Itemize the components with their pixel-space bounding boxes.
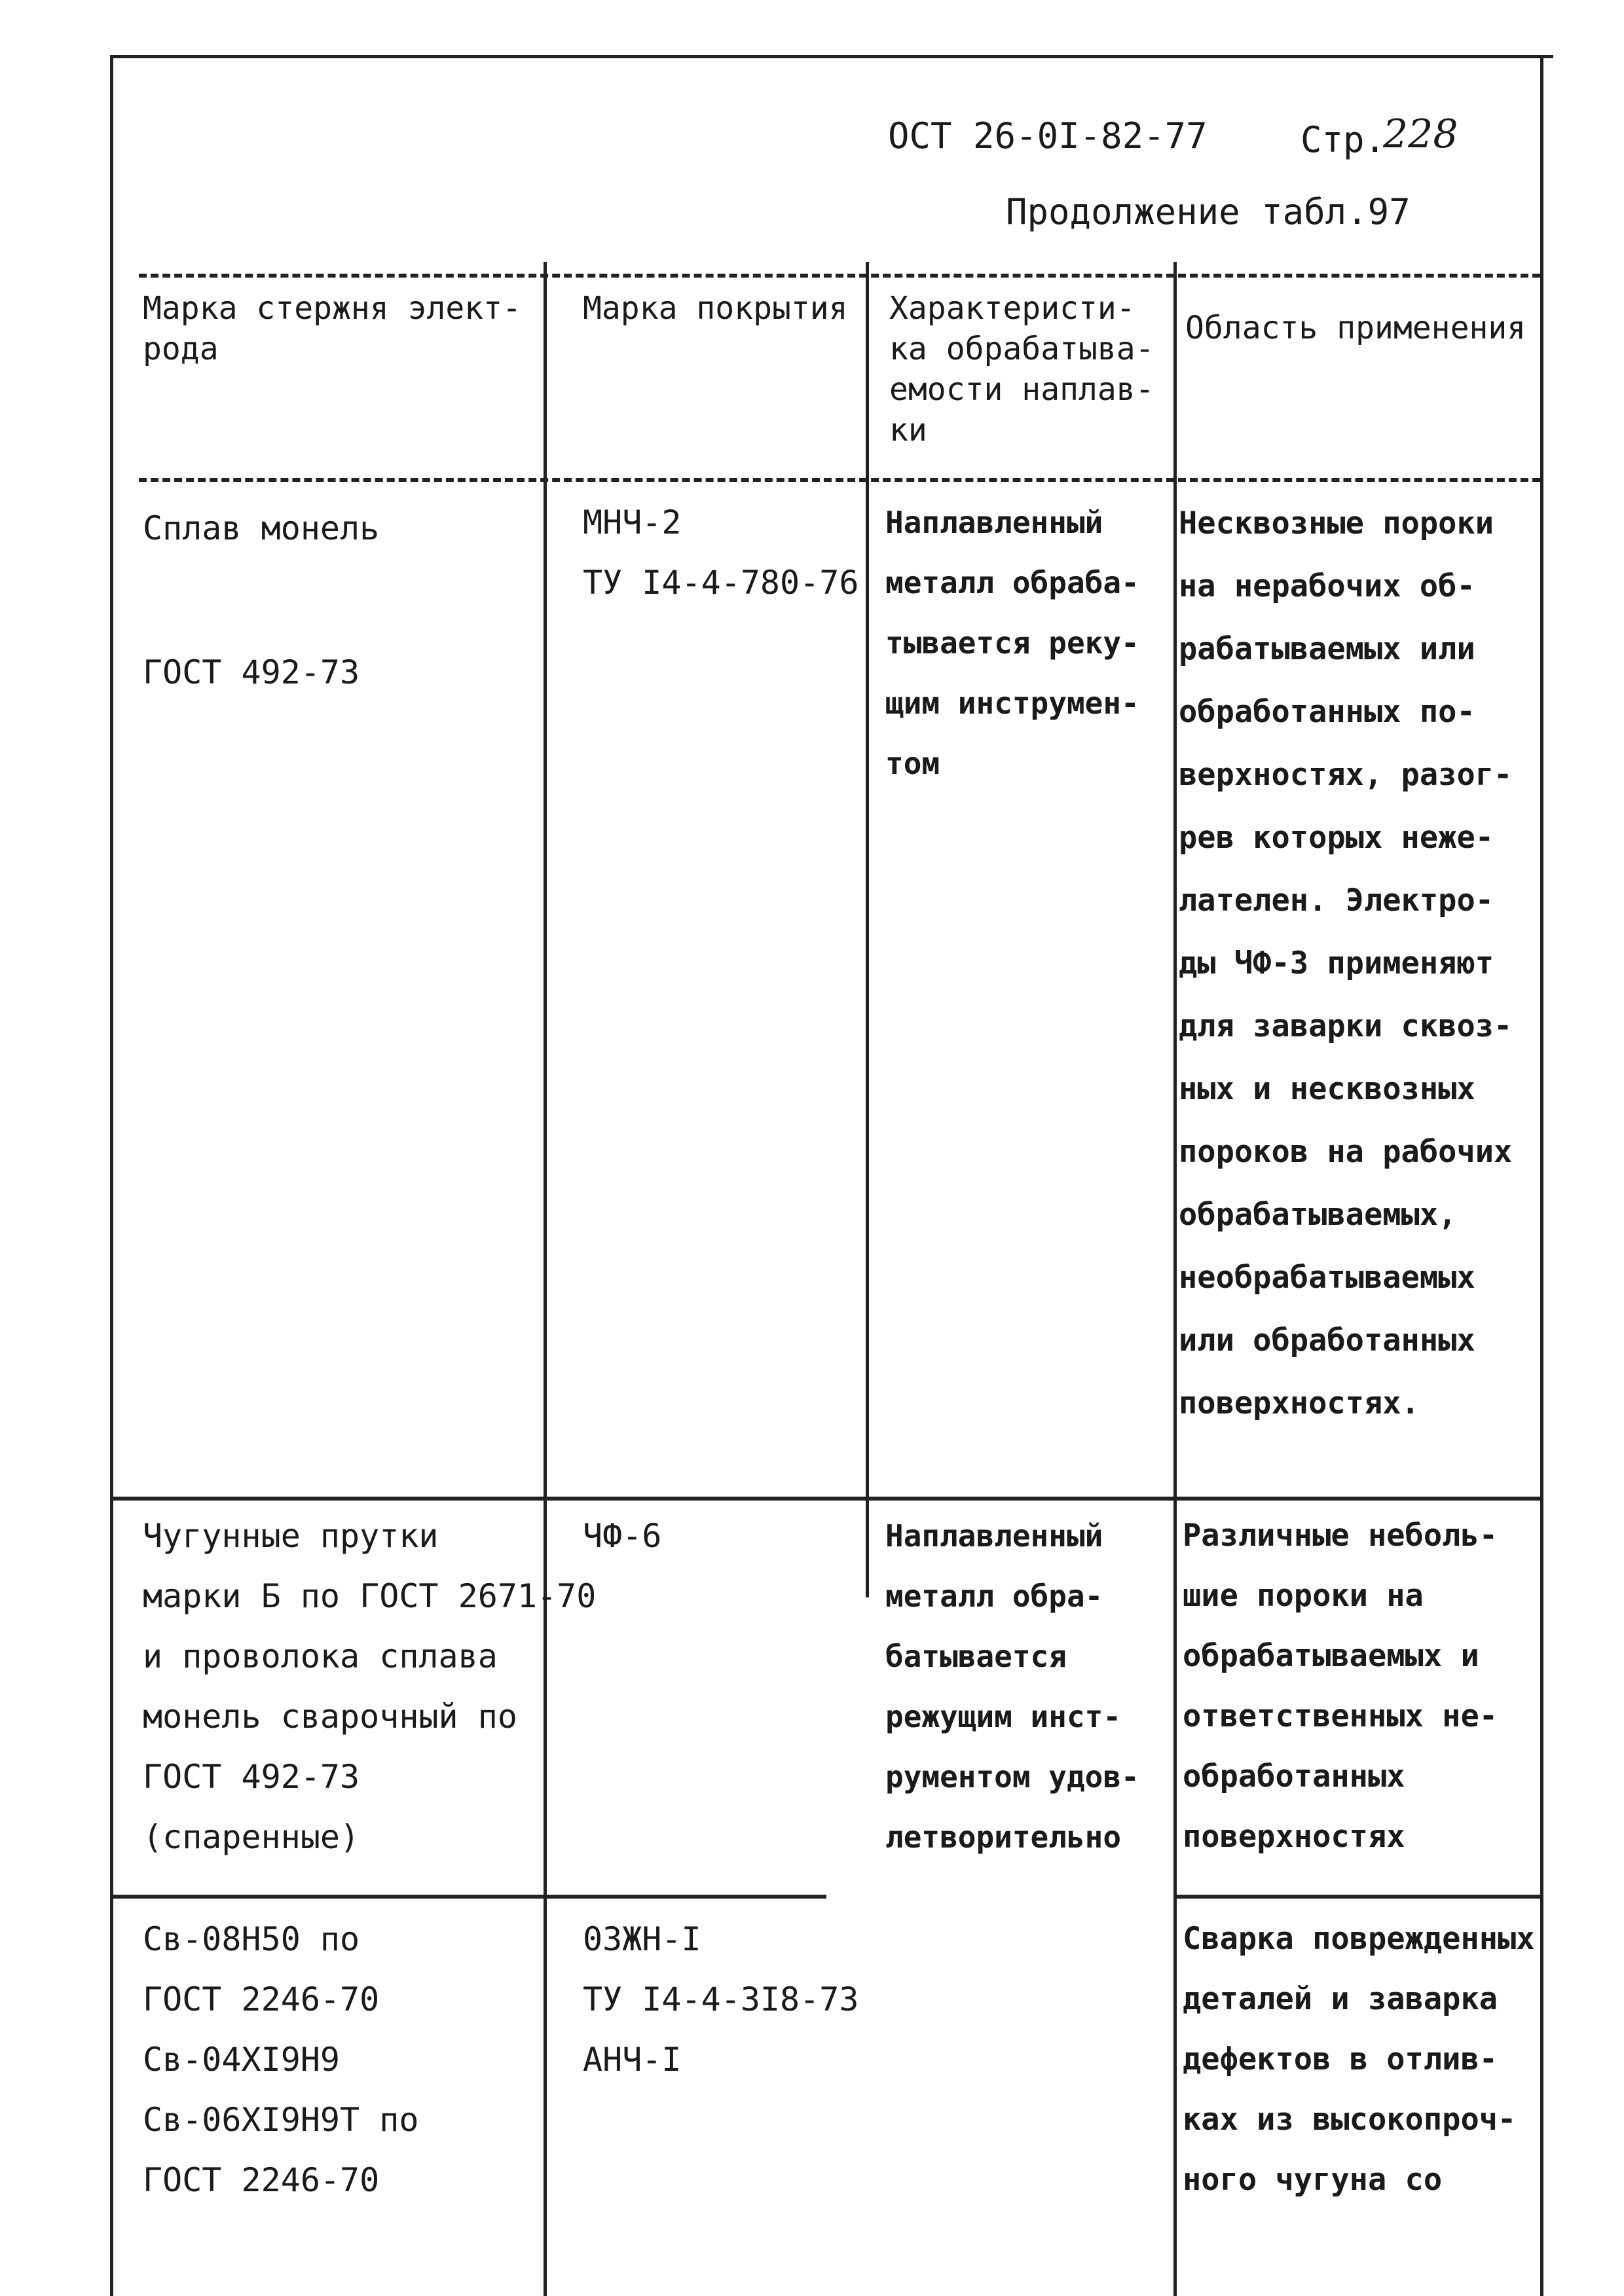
row-2-bottom-rule-right xyxy=(1173,1895,1540,1899)
column-header-line: Область применения xyxy=(1185,310,1526,346)
column-header-line: Марка стержня элект- рода xyxy=(143,290,521,367)
column-header-line: Характеристи- ка обрабатыва- емости наплав- ки xyxy=(889,290,1154,448)
table-cell-electrode-rod: Чугунные прутки марки Б по ГОСТ 2671-70 и проволока сплава монель сварочный по ГОСТ 492-73 (спаренные) xyxy=(143,1517,597,1856)
table-cell-coating: 03ЖН-I ТУ I4-4-3I8-73 АНЧ-I xyxy=(583,1920,859,2079)
page-number: 228 xyxy=(1383,111,1458,157)
column-divider-3 xyxy=(1173,262,1177,2296)
column-divider-2 xyxy=(866,262,869,1597)
table-continuation-caption: Продолжение табл.97 xyxy=(1006,191,1411,232)
frame-right-border xyxy=(1540,55,1543,2296)
column-header-machinability xyxy=(889,288,1154,450)
table-cell-electrode-rod: Св-08Н50 по ГОСТ 2246-70 Св-04ХI9Н9 Св-06ХI9Н9Т по ГОСТ 2246-70 xyxy=(143,1920,419,2199)
document-code: ОСТ 26-0I-82-77 xyxy=(888,115,1208,156)
row-1-bottom-rule xyxy=(113,1497,1540,1501)
page-label: Стр. xyxy=(1301,119,1386,160)
frame-left-border xyxy=(110,55,113,2296)
row-2-bottom-rule-left xyxy=(113,1895,826,1899)
column-header-line: Марка покрытия xyxy=(583,290,848,327)
table-cell-machinability: Наплавленный металл обраба- тывается реку- щим инструмен- том xyxy=(885,505,1139,781)
table-cell-application: Несквозные пороки на нерабочих об- рабатываемых или обработанных по- верхностях, разог- рев которых неже- лателен. Электро- ды ЧФ-3 применяют для заварки сквоз- ных и несквозных пороков на рабочих обрабатываемых, необрабатываемых или обработанных поверхностях. xyxy=(1179,505,1513,1421)
table-top-rule xyxy=(139,274,1540,278)
header-bottom-rule xyxy=(139,478,1540,482)
table-cell-application: Различные неболь- шие пороки на обрабатываемых и ответственных не- обработанных поверхностях xyxy=(1183,1518,1498,1855)
table-cell-application: Сварка поврежденных деталей и заварка дефектов в отлив- ках из высокопроч- ного чугуна со xyxy=(1183,1921,1535,2198)
column-header-coating xyxy=(583,288,848,329)
column-header-electrode-rod xyxy=(143,288,521,369)
table-cell-machinability: Наплавленный металл обра- батывается режущим инст- рументом удов- летворительно xyxy=(885,1518,1139,1855)
frame-top-border xyxy=(113,55,1553,58)
column-divider-1 xyxy=(544,262,547,2296)
column-header-application xyxy=(1185,308,1526,348)
table-cell-coating: МНЧ-2 ТУ I4-4-780-76 xyxy=(583,503,859,602)
table-cell-coating: ЧФ-6 xyxy=(583,1517,662,1555)
table-cell-electrode-rod: Сплав монель ГОСТ 492-73 xyxy=(143,509,380,691)
